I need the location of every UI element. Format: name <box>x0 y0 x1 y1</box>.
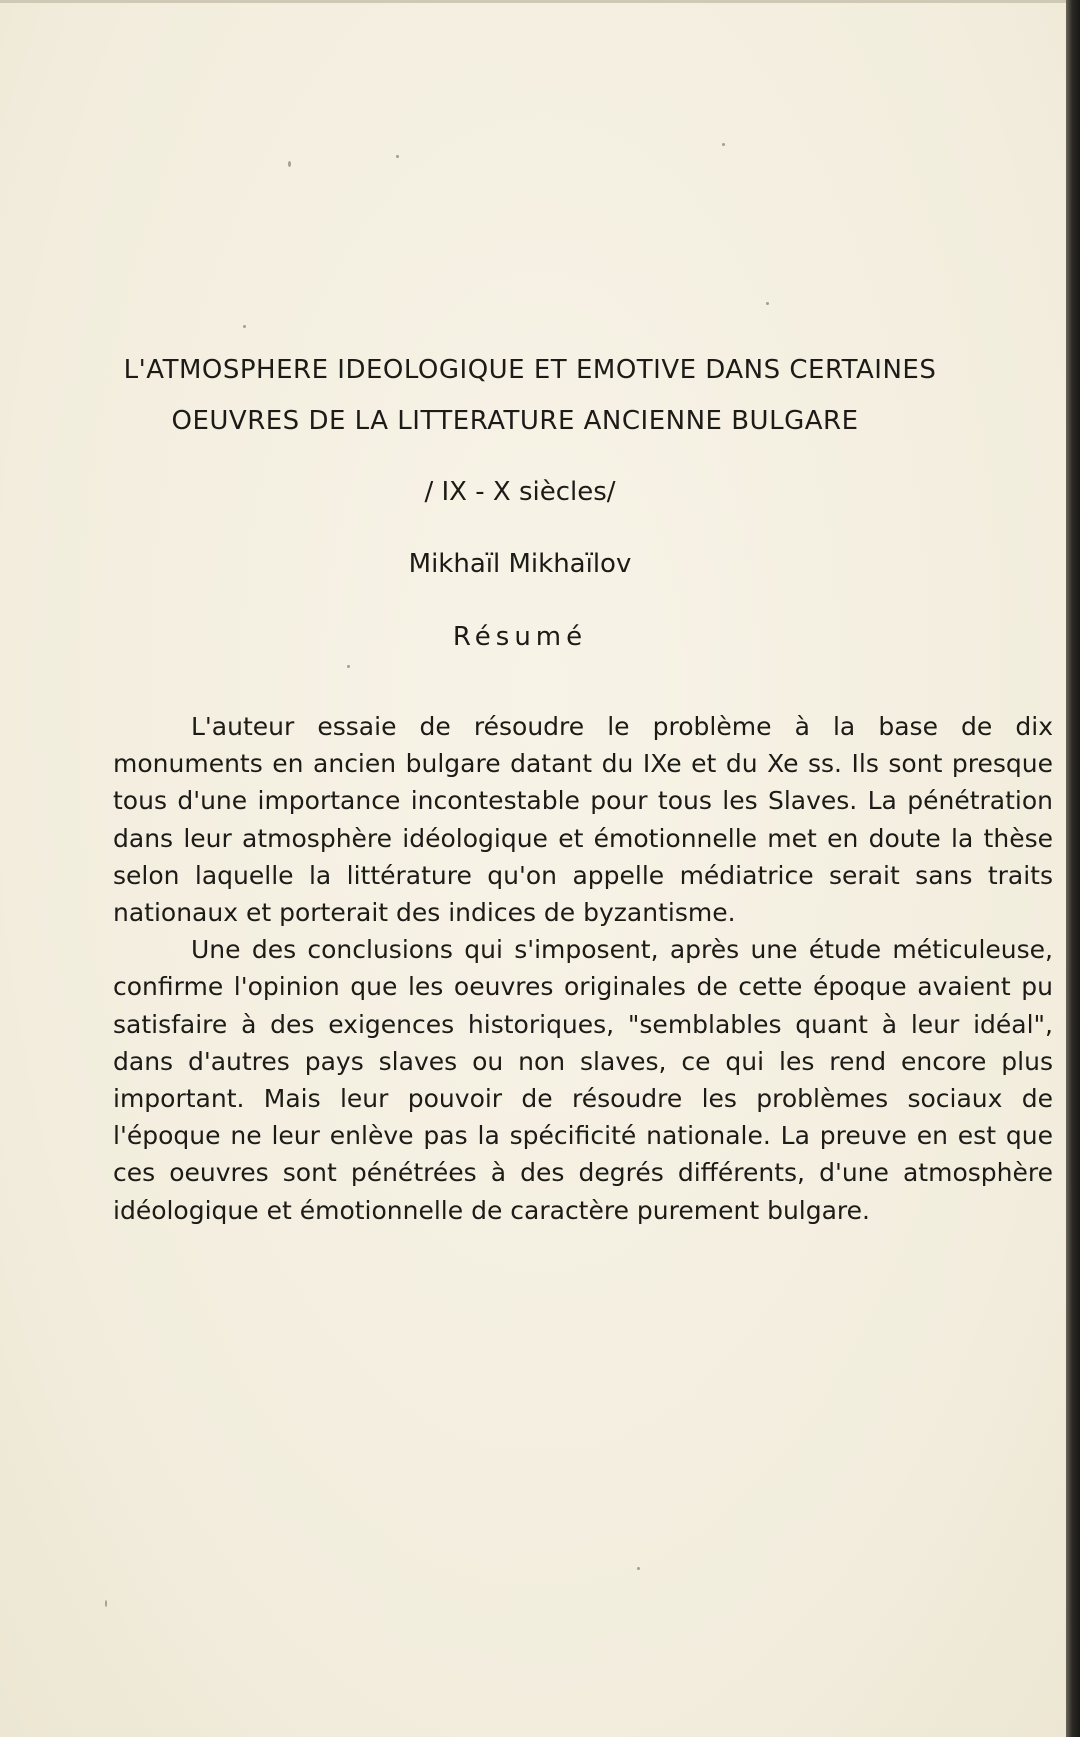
page-binding-edge <box>1066 0 1080 1737</box>
paper-speck <box>637 1567 640 1570</box>
document-centuries: / IX - X siècles/ <box>424 477 616 507</box>
paper-speck <box>766 302 769 305</box>
paper-speck <box>396 155 399 158</box>
abstract-body <box>113 708 1053 1229</box>
paper-speck <box>105 1600 107 1607</box>
document-title-line-1: L'ATMOSPHERE IDEOLOGIQUE ET EMOTIVE DANS CERTAINES <box>123 355 937 385</box>
document-title-line-2: OEUVRES DE LA LITTERATURE ANCIENNE BULGARE <box>171 406 859 436</box>
abstract-paragraph-1: L'auteur essaie de résoudre le problème à la base de dix monuments en ancien bulgare datant du IXe et du Xe ss. Ils sont presque tous d'une importance incontestable pour tous les Slaves. La pénétration dans leur atmosphère idéologique et émotionnelle met en doute la thèse selon laquelle la littérature qu'on appelle médiatrice serait sans traits nationaux et porterait des indices de byzantisme. <box>113 712 1053 928</box>
page-top-edge <box>0 0 1080 3</box>
paper-speck <box>347 665 350 668</box>
abstract-paragraph-2: Une des conclusions qui s'imposent, après une étude méticuleuse, confirme l'opinion que les oeuvres originales de cette époque avaient pu satisfaire à des exigences historiques, "semblables quant à leur idéal", dans d'autres pays slaves ou non slaves, ce qui les rend encore plus important. Mais leur pouvoir de résoudre les problèmes sociaux de l'époque ne leur enlève pas la spécificité nationale. La preuve en est que ces oeuvres sont pénétrées à des degrés différents, d'une atmosphère idéologique et émotionnelle de caractère purement bulgare. <box>113 935 1053 1225</box>
paper-speck <box>722 143 725 146</box>
document-author: Mikhaïl Mikhaïlov <box>408 549 632 579</box>
paper-speck <box>288 161 291 167</box>
paper-speck <box>243 325 246 328</box>
section-heading: Résumé <box>452 622 588 652</box>
